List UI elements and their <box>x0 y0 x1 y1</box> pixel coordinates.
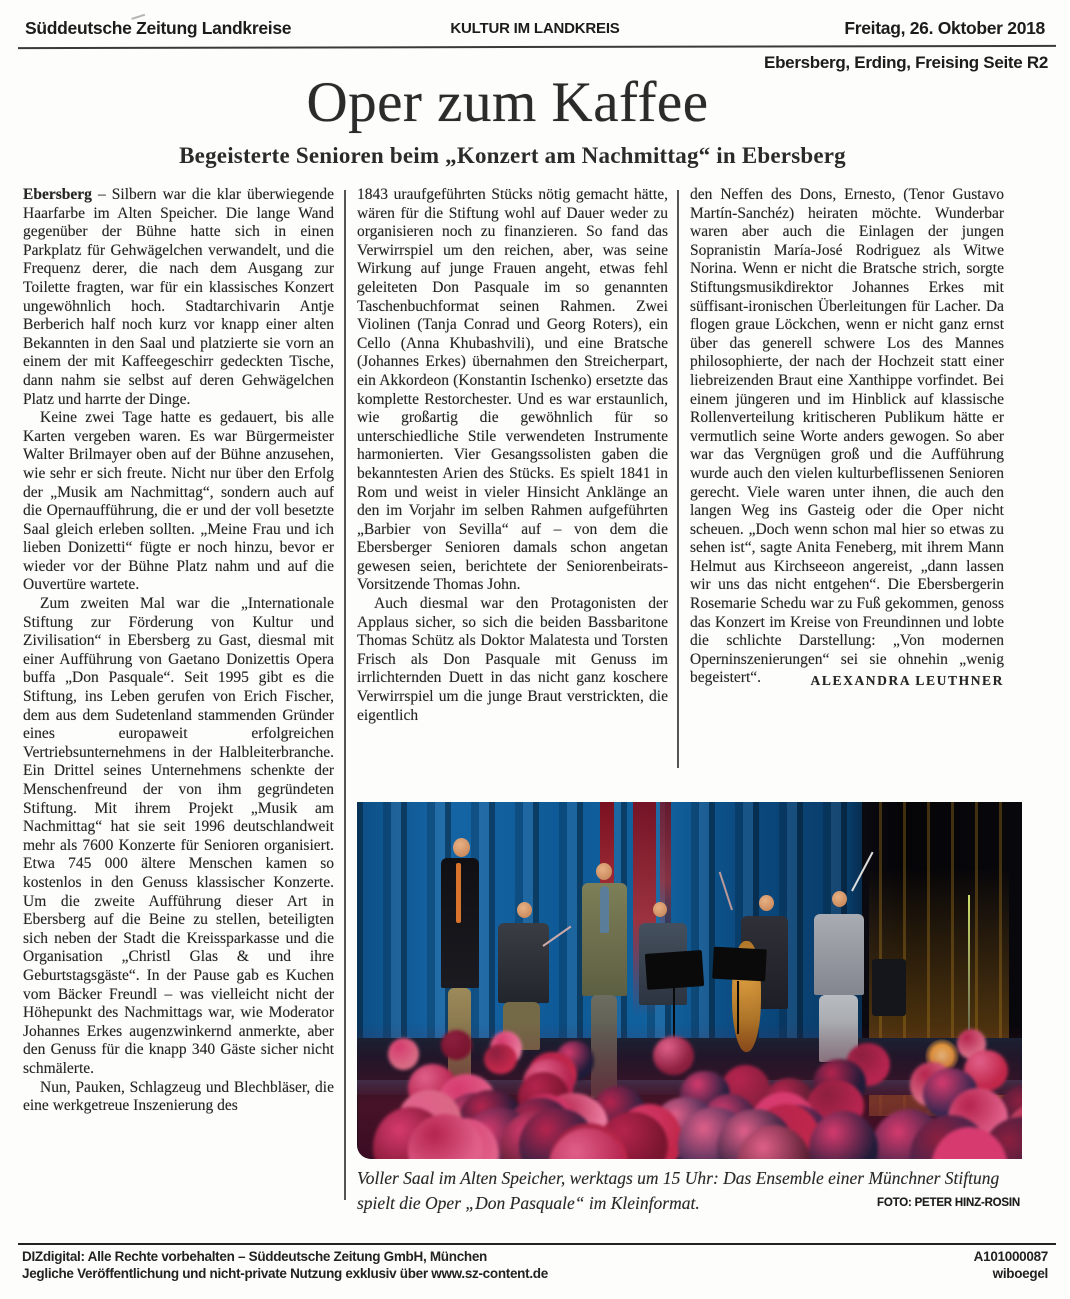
article-column-1 <box>23 186 334 1202</box>
chair <box>872 959 905 1016</box>
music-stand <box>712 947 767 982</box>
paragraph: Nun, Pauken, Schlagzeug und Blechbläser, die eine werkgetreue Inszenierung des <box>23 1078 334 1115</box>
footer-copyright: DIZdigital: Alle Rechte vorbehalten – Süddeutsche Zeitung GmbH, München Jegliche Veröffentlichung und nicht-private Nutzung exklusiv über www.sz-content.de <box>22 1249 548 1281</box>
audience-head <box>388 1038 419 1070</box>
microphone-stand <box>968 895 970 1031</box>
footer-rule <box>18 1243 1056 1245</box>
masthead-brand: Süddeutsche Zeitung Landkreise <box>25 18 292 38</box>
footer <box>22 1249 1048 1282</box>
column-rule-2 <box>677 190 679 768</box>
paragraph: Auch diesmal war den Protagonisten der Applaus sicher, so sich die beiden Bassbaritone Thomas Schütz als Doktor Malatesta und Torsten Frisch als Don Pasquale mit Genuss im irrlichternden Duett in das nicht ganz koschere Verwirrspiel um die junge Braut verstrickten, die eigentlich <box>357 595 668 724</box>
audience-head <box>441 1030 472 1059</box>
masthead-rule <box>18 45 1056 49</box>
audience <box>357 1023 1022 1159</box>
masthead-section: KULTUR IM LANDKREIS <box>450 20 620 37</box>
photo-caption: Voller Saal im Alten Speicher, werktags um 15 Uhr: Das Ensemble einer Münchner Stiftung spielt die Oper „Don Pasquale“ im Kleinformat. FOTO: PETER HINZ-ROSIN <box>357 1166 1022 1222</box>
paragraph: Ebersberg – Silbern war die klar überwiegende Haarfarbe im Alten Speicher. Die lange Wand gegenüber der Bühne hatte sich in einen Parkplatz für Gehwägelchen verwandelt, und die Frequenz derer, die nach dem Ausgang zur Toilette fragten, war für ein klassisches Konzert ungewöhnlich hoch. Stadtarchivarin Antje Berberich half noch kurz vor knapp einer alten Bekannten in den Saal und platzierte sie vorn an einem der mit Kaffeegeschirr gedeckten Tische, dann nahm sie selbst auf deren Gehwägelchen Platz und harrte der Dinge. <box>23 186 334 408</box>
masthead <box>25 18 1045 44</box>
music-stand <box>645 950 704 990</box>
footer-id: A101000087 wiboegel <box>973 1249 1048 1281</box>
edition-line: Ebersberg, Erding, Freising Seite R2 <box>764 53 1048 72</box>
article-title: Oper zum Kaffee <box>306 71 709 134</box>
article-subtitle: Begeisterte Senioren beim „Konzert am Nachmittag“ in Ebersberg <box>179 143 846 168</box>
article-column-3 <box>690 186 1004 774</box>
article-column-2 <box>357 186 668 774</box>
paragraph: Zum zweiten Mal war die „Internationale Stiftung zur Förderung von Kultur und Zivilisation“ in Ebersberg zu Gast, diesmal mit einer Aufführung von Gaetano Donizettis Opera buffa „Don Pasquale“. Seit 1995 gibt es die Stiftung, ins Leben gerufen von Erich Fischer, dem aus dem Sudetenland stammenden Gründer eines europaweit erfolgreichen Vertriebsunternehmens in der Halbleiterbranche. Ein Drittel seines Unternehmens schenkte der Menschenfreund der von ihm gegründeten Stiftung. Mit ihrem Projekt „Musik am Nachmittag“ hat sie seit 1996 deutschlandweit mehr als 7600 Konzerte für Senioren organisiert. Etwa 745 000 ältere Menschen kamen so kostenlos in den Genuss klassischer Konzerte. Um die zweite Aufführung dieser Art in Ebersberg auf die Beine zu stellen, beteiligten sich neben der Stadt die Kreissparkasse und die Organisation „Christl Glas & und ihre Geburtstagsgäste“. In der Pause gab es Kuchen vom Bäcker Freundl – was vielleicht nicht der Höhepunkt des Nachmittags war, wie Moderator Johannes Erkes augenzwinkernd anmerkte, aber den Genuss für die knapp 340 Gäste sicher nicht schmälerte. <box>23 595 334 1077</box>
photo-credit: FOTO: PETER HINZ-ROSIN <box>877 1197 1020 1209</box>
dateline: Ebersberg <box>23 186 92 203</box>
audience-head <box>484 1044 517 1075</box>
paragraph: den Neffen des Dons, Ernesto, (Tenor Gustavo Martín-Sanchéz) heiraten möchte. Wunderbar waren aber auch die Einlagen der jungen Sopranistin María-José Rodriguez als Witwe Norina. Wenn er nicht die Bratsche strich, sorgte Stiftungsmusikdirektor Johannes Erkes mit süffisant-ironischen Überleitungen für Lacher. Da flogen graue Löckchen, wenn er nicht ganz ernst über das generell schwere Los des Mannes philosophierte, der nach der Hochzeit statt einer liebreizenden Braut eine Xanthippe vorfindet. Bei einem jüngeren und im Hinblick auf klassische Rollenverteilung kritischeren Publikum hätte er vermutlich seine Worte anders gewogen. So aber war das Vergnügen groß und die Aufführung wurde auch den vielen kulturbeflissenen Senioren gerecht. Viele waren unter ihnen, die auch den langen Weg ins Gasteig oder die Oper nicht scheuen. „Doch wenn schon mal hier so etwas zu sehen ist“, sagte Anita Feneberg, mit ihrem Mann Helmut aus Kirchseeon angereist, „dann lassen wir uns das nicht entgehen“. Die Ebersbergerin Rosemarie Schedu war zu Fuß gekommen, genoss das Konzert im Kreise von Freundinnen und lobte die schlichte Darstellung: „Von modernen Operninszenierungen“ sei sie ohnehin „wenig begeistert“. ALEXANDRA LEUTHNER <box>690 186 1004 688</box>
paragraph: Keine zwei Tage hatte es gedauert, bis alle Karten vergeben waren. Es war Bürgermeister Walter Brilmayer oben auf der Bühne anzusehen, wie sehr er sich freute. Nicht nur über den Erfolg der „Musik am Nachmittag“, sondern auch auf die Opernaufführung, die er und der voll besetzte Saal gleich erleben sollten. „Meine Frau und ich lieben Donizetti“ fügte er noch hinzu, bevor er wieder vor der Bühne Platz nahm und auf die Ouvertüre wartete. <box>23 409 334 594</box>
stage-photo <box>357 802 1022 1159</box>
author-byline: ALEXANDRA LEUTHNER <box>810 673 1004 689</box>
masthead-date: Freitag, 26. Oktober 2018 <box>844 18 1045 38</box>
paragraph: 1843 uraufgeführten Stücks nötig gemacht hätte, wären für die Stiftung wohl auf Dauer weder zu organisieren noch zu finanzieren. So fand das Verwirrspiel um den reichen, aber, was seine Wirkung auf junge Frauen angeht, etwas fehl geleiteten Don Pasquale im so genannten Taschenbuchformat seinen Rahmen. Zwei Violinen (Tanja Conrad und Georg Roters), ein Cello (Anna Khubashvili), und eine Bratsche (Johannes Erkes) übernahmen den Streicherpart, ein Akkordeon (Konstantin Ischenko) ersetzte das komplette Restorchester. Und es war erstaunlich, wie großartig die gewöhnlich für so unterschiedliche Stile verwendeten Instrumente harmonierten. Vier Gesangssolisten gaben die bekanntesten Arien des Stücks. Es spielt 1841 in Rom und weist in vieler Hinsicht Anklänge an den im Vorjahr im selben Rahmen aufgeführten „Barbier von Sevilla“ auf – von dem die Ebersberger Senioren damals schon angetan gewesen seien, berichtete der Seniorenbeirats-Vorsitzende Thomas John. <box>357 186 668 594</box>
column-rule-1 <box>344 190 346 1200</box>
audience-head <box>653 1036 694 1075</box>
